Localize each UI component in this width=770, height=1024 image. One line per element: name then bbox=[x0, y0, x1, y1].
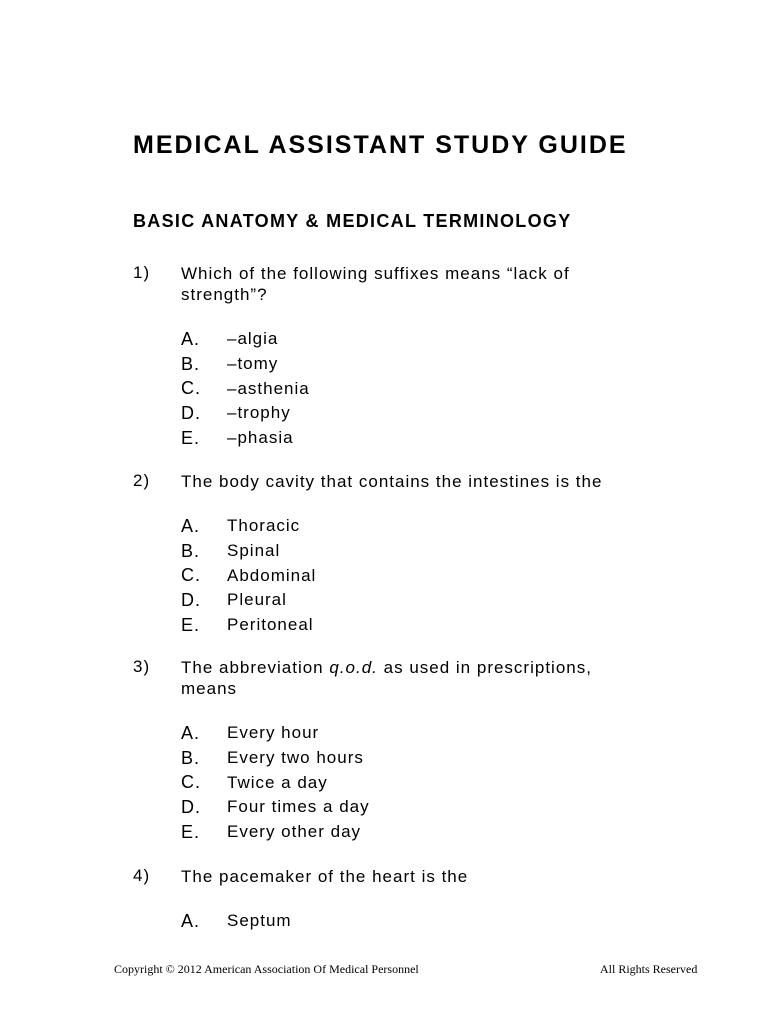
option-text: Thoracic bbox=[227, 516, 301, 536]
question-text: The body cavity that contains the intestines is the bbox=[181, 472, 603, 491]
option-d bbox=[181, 795, 653, 820]
option-letter: B. bbox=[181, 747, 201, 768]
option-letter: E. bbox=[181, 614, 201, 635]
option-letter: C. bbox=[181, 772, 201, 793]
option-text: Twice a day bbox=[227, 772, 328, 792]
option-a bbox=[181, 909, 653, 934]
option-b bbox=[181, 539, 653, 564]
question-number: 4) bbox=[133, 866, 151, 885]
answer-options bbox=[181, 327, 653, 450]
question-number: 2) bbox=[133, 471, 151, 490]
option-text: Every two hours bbox=[227, 748, 364, 768]
option-letter: A. bbox=[181, 328, 201, 349]
question-1 bbox=[133, 263, 653, 450]
question-3 bbox=[133, 657, 653, 844]
question-4 bbox=[133, 866, 653, 934]
question-number: 1) bbox=[133, 263, 151, 282]
question-2 bbox=[133, 471, 653, 637]
option-text: Spinal bbox=[227, 541, 281, 561]
option-text: Abdominal bbox=[227, 565, 317, 585]
option-text: Peritoneal bbox=[227, 615, 314, 635]
option-e bbox=[181, 613, 653, 638]
option-text: –algia bbox=[227, 329, 279, 349]
option-letter: E. bbox=[181, 427, 201, 448]
question-number: 3) bbox=[133, 657, 151, 676]
question-text-part: as used in prescriptions, means bbox=[181, 658, 592, 698]
option-d bbox=[181, 588, 653, 613]
answer-options bbox=[181, 909, 653, 934]
option-text: Every hour bbox=[227, 723, 320, 743]
option-b bbox=[181, 352, 653, 377]
option-letter: C. bbox=[181, 378, 201, 399]
option-text: Septum bbox=[227, 911, 292, 931]
answer-options bbox=[181, 514, 653, 637]
question-text: Which of the following suffixes means “lack of strength”? bbox=[181, 264, 570, 304]
option-c bbox=[181, 376, 653, 401]
copyright-notice: Copyright © 2012 American Association Of Medical Personnel bbox=[114, 962, 419, 976]
question-text bbox=[181, 657, 641, 699]
option-letter: C. bbox=[181, 565, 201, 586]
answer-options bbox=[181, 721, 653, 844]
option-e bbox=[181, 820, 653, 845]
option-a bbox=[181, 514, 653, 539]
option-text: –trophy bbox=[227, 403, 291, 423]
option-letter: B. bbox=[181, 540, 201, 561]
option-letter: A. bbox=[181, 722, 201, 743]
option-letter: A. bbox=[181, 515, 201, 536]
option-letter: D. bbox=[181, 402, 201, 423]
option-a bbox=[181, 327, 653, 352]
question-text: The pacemaker of the heart is the bbox=[181, 867, 469, 886]
option-c bbox=[181, 563, 653, 588]
rights-notice: All Rights Reserved bbox=[600, 962, 698, 976]
question-text-part: The abbreviation bbox=[181, 658, 330, 677]
option-letter: B. bbox=[181, 353, 201, 374]
option-a bbox=[181, 721, 653, 746]
option-e bbox=[181, 426, 653, 451]
option-b bbox=[181, 746, 653, 771]
option-d bbox=[181, 401, 653, 426]
option-text: Four times a day bbox=[227, 797, 370, 817]
option-letter: D. bbox=[181, 589, 201, 610]
option-c bbox=[181, 770, 653, 795]
document-title: MEDICAL ASSISTANT STUDY GUIDE bbox=[133, 131, 628, 159]
option-text: Every other day bbox=[227, 822, 362, 842]
option-text: Pleural bbox=[227, 590, 287, 610]
option-letter: A. bbox=[181, 910, 201, 931]
section-title: BASIC ANATOMY & MEDICAL TERMINOLOGY bbox=[133, 211, 572, 231]
option-letter: E. bbox=[181, 821, 201, 842]
abbreviation-text: q.o.d. bbox=[329, 658, 378, 677]
option-letter: D. bbox=[181, 796, 201, 817]
option-text: –tomy bbox=[227, 354, 279, 374]
option-text: –asthenia bbox=[227, 378, 310, 398]
option-text: –phasia bbox=[227, 428, 294, 448]
